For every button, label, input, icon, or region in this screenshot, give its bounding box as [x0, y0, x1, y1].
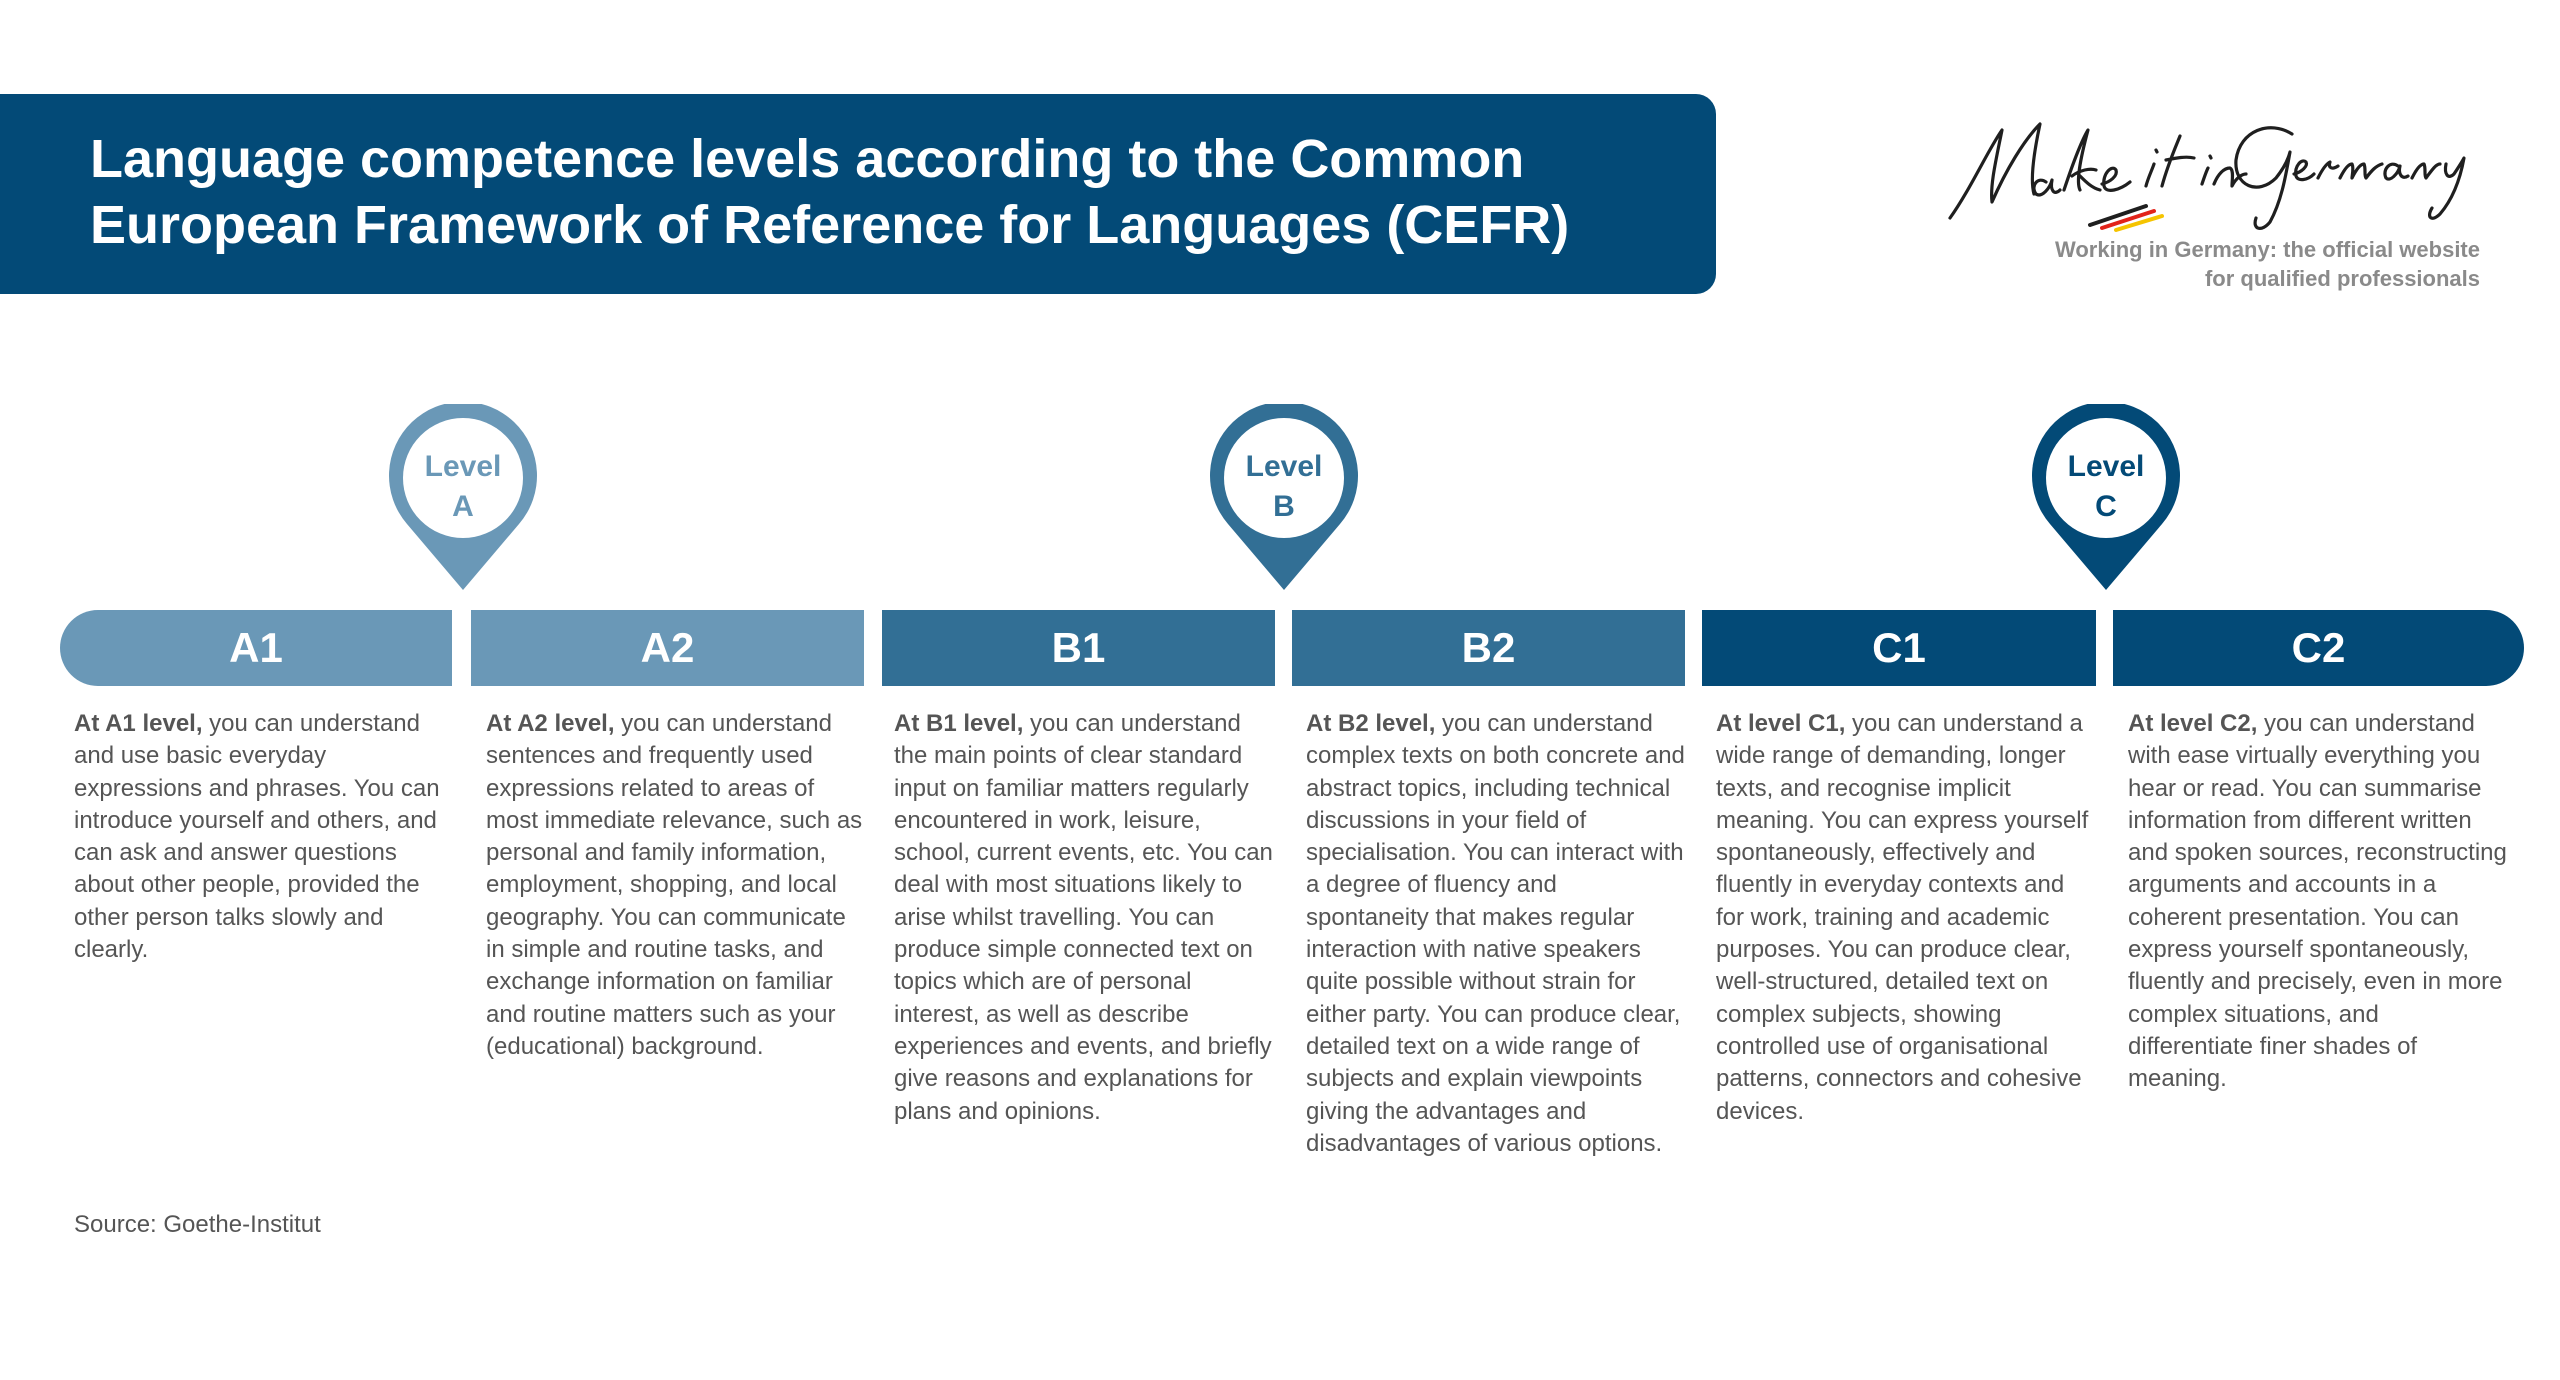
pin-label-word: Level — [424, 450, 502, 483]
description-lead: At level C1, — [1716, 710, 1846, 737]
description-text: you can understand with ease virtually everything you hear or read. You can summarise information from different written and spoken sources, reconstructing arguments and accounts in a coherent presentation. You can express yourself spontaneously, fluently and precisely, even in more complex situations, and differentiate finer shades of meaning. — [2128, 710, 2507, 1093]
pin-label-letter: B — [1273, 490, 1295, 523]
level-description-b1 — [894, 708, 1274, 1128]
description-text: you can understand and use basic everyday expressions and phrases. You can introduce yourself and others, and can ask and answer questions about other people, provided the other person talks slowly and clearly. — [74, 710, 440, 964]
level-description-c2 — [2128, 708, 2508, 1096]
tagline-line-1: Working in Germany: the official website — [2054, 237, 2480, 262]
tagline-line-2: for qualified professionals — [2204, 266, 2480, 291]
page-title-line-1: Language competence levels according to the Common — [90, 129, 1525, 189]
level-b-pin — [1210, 404, 1358, 594]
pin-label-letter: A — [452, 490, 474, 523]
pin-label-letter: C — [2095, 490, 2117, 523]
description-lead: At B1 level, — [894, 710, 1024, 737]
description-text: you can understand a wide range of demanding, longer texts, and recognise implicit meaning. You can express yourself spontaneously, effectively and fluently in everyday contexts and for work, training and academic purposes. You can produce clear, well-structured, detailed text on complex subjects, showing controlled use of organisational patterns, connectors and cohesive devices. — [1716, 710, 2089, 1125]
level-bar-c2: C2 — [2113, 610, 2524, 686]
level-description-b2 — [1306, 708, 1686, 1160]
level-description-a1 — [74, 708, 454, 966]
logo-wordmark-image — [1940, 90, 2480, 240]
description-lead: At level C2, — [2128, 710, 2258, 737]
level-description-c1 — [1716, 708, 2096, 1128]
description-text: you can understand complex texts on both concrete and abstract topics, including technical discussions in your field of specialisation. You can interact with a degree of fluency and spontaneity that makes regular interaction with native speakers quite possible without strain for either party. You can produce clear, detailed text on a wide range of subjects and explain viewpoints giving the advantages and disadvantages of various options. — [1306, 710, 1685, 1157]
page-title-line-2: European Framework of Reference for Languages (CEFR) — [90, 195, 1570, 255]
level-a-pin — [389, 404, 537, 594]
level-bar-a2: A2 — [471, 610, 864, 686]
level-bar-b1: B1 — [882, 610, 1275, 686]
description-text: you can understand sentences and frequently used expressions related to areas of most immediate relevance, such as personal and family information, employment, shopping, and local geography. You can communicate in simple and routine tasks, and exchange information on familiar and routine matters such as your (educational) background. — [486, 710, 863, 1060]
make-it-in-germany-logo — [1900, 80, 2480, 310]
level-bar-a1: A1 — [60, 610, 452, 686]
description-lead: At A2 level, — [486, 710, 615, 737]
pin-label-word: Level — [1245, 450, 1323, 483]
level-bar-b2: B2 — [1292, 610, 1685, 686]
pin-label-word: Level — [2067, 450, 2145, 483]
title-banner — [0, 94, 1716, 294]
description-lead: At A1 level, — [74, 710, 203, 737]
level-bar-c1: C1 — [1702, 610, 2096, 686]
description-text: you can understand the main points of clear standard input on familiar matters regularly encountered in work, leisure, school, current events, etc. You can deal with most situations likely to arise whilst travelling. You can produce simple connected text on topics which are of personal interest, as well as describe experiences and events, and briefly give reasons and explanations for plans and opinions. — [894, 710, 1273, 1125]
description-lead: At B2 level, — [1306, 710, 1436, 737]
level-c-pin — [2032, 404, 2180, 594]
source-note: Source: Goethe-Institut — [74, 1211, 321, 1238]
level-description-a2 — [486, 708, 866, 1063]
